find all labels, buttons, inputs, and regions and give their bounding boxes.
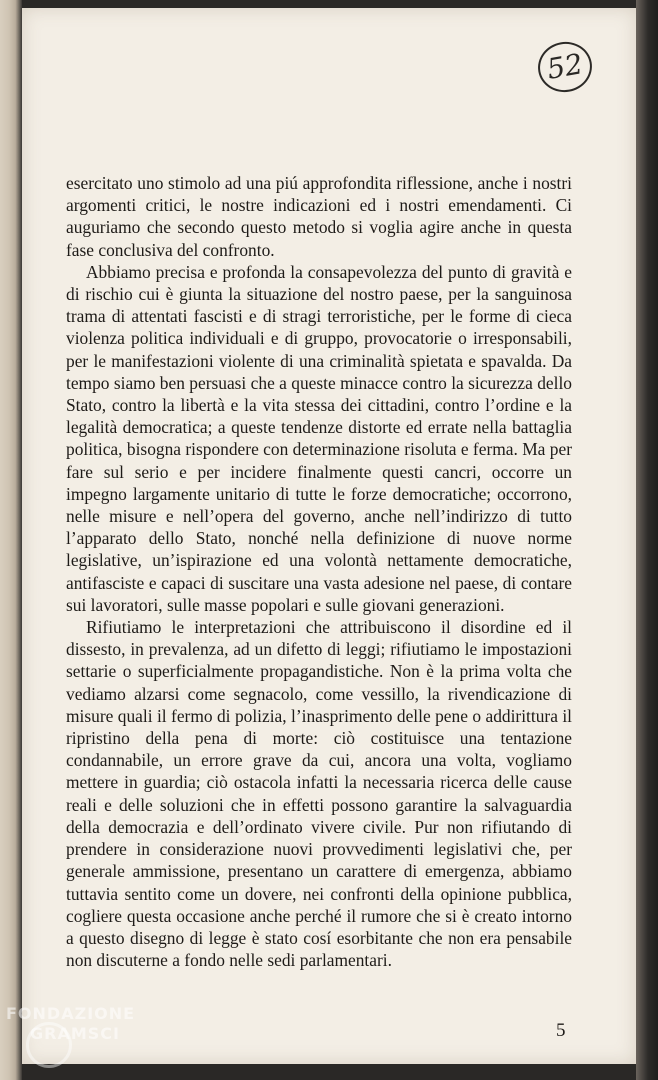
body-text [66, 172, 572, 971]
page-number: 5 [556, 1020, 566, 1041]
watermark-line-2: GRAMSCI [30, 1024, 120, 1043]
paragraph-2: Abbiamo precisa e profonda la consapevolezza del punto di gravità e di rischio cui è giunta la situazione del nostro paese, per la sanguinosa trama di attentati fascisti e di stragi terroristiche, per le forme di cieca violenza politica individuali e di gruppo, provocatorie o irresponsabili, per le manifestazioni violente di una criminalità spietata e spavalda. Da tempo siamo ben persuasi che a queste minacce contro la sicurezza dello Stato, contro la libertà e la vita stessa dei cittadini, contro l’ordine e la legalità democratica; a queste tendenze distorte ed errate nella battaglia politica, bisogna rispondere con determinazione risoluta e ferma. Ma per fare sul serio e per incidere finalmente questi cancri, occorre un impegno largamente unitario di tutte le forze democratiche; occorrono, nelle misure e nell’opera del governo, anche nell’indirizzo di tutto l’apparato dello Stato, nonché nella definizione di nuove norme legislative, un’ispirazione ed una volontà nettamente democratiche, antifasciste e capaci di suscitare una vasta adesione nel paese, di contare sui lavoratori, sulle masse popolari e sulle giovani generazioni. [66, 261, 572, 615]
paragraph-3: Rifiutiamo le interpretazioni che attribuiscono il disordine ed il dissesto, in prevalenza, ad un difetto di leggi; rifiutiamo le impostazioni settarie o superficialmente propagandistiche. Non è la prima volta che vediamo alzarsi come segnacolo, come vessillo, la rivendicazione di misure quali il fermo di polizia, l’inasprimento delle pene o addirittura il ripristino della pena di morte: ciò costituisce una tentazione condannabile, un errore grave da cui, ancora una volta, vogliamo mettere in guardia; ciò ostacola infatti la necessaria ricerca delle cause reali e delle soluzioni che in effetti possono garantire la salvaguardia della democrazia e dell’ordinato vivere civile. Pur non rifiutando di prendere in considerazione nuovi provvedimenti legislativi che, per generale ammissione, presentano un carattere di emergenza, abbiamo tuttavia sentito come un dovere, nei confronti della opinione pubblica, cogliere questa occasione anche perché il rumore che si è creato intorno a questo disegno di legge è stato cosí esorbitante che non era pensabile non discuterne a fondo nelle sedi parlamentari. [66, 617, 572, 971]
page-edge-shadow [636, 0, 658, 1080]
watermark-ring-icon [26, 1022, 72, 1068]
paragraph-1: esercitato uno stimolo ad una piú approfondita riflessione, anche i nostri argomenti critici, le nostre indicazioni ed i nostri emendamenti. Ci auguriamo che secondo questo metodo si voglia agire anche in questa fase conclusiva del confronto. [66, 173, 572, 260]
book-spine [0, 0, 22, 1080]
handwritten-folio-number: 52 [534, 38, 596, 97]
archive-watermark [6, 1004, 156, 1074]
watermark-line-1: FONDAZIONE [6, 1004, 136, 1023]
